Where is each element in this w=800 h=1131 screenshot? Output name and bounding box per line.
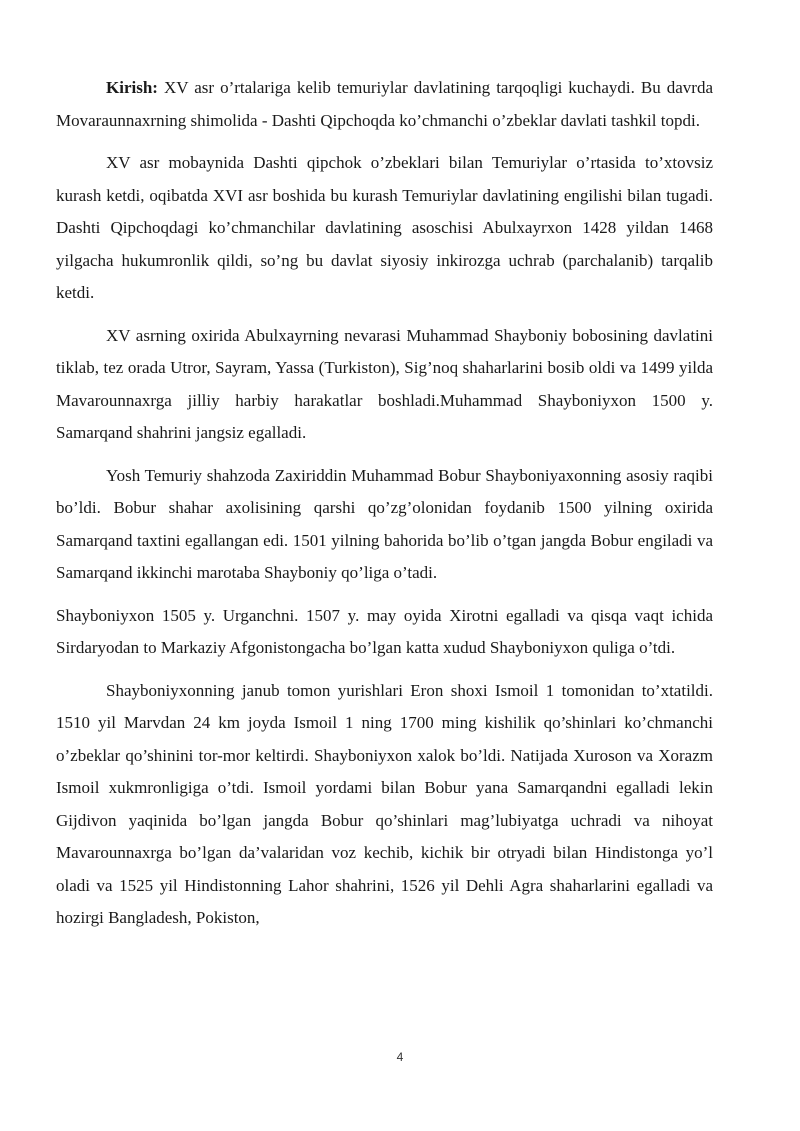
paragraph-text: XV asr o’rtalariga kelib temuriylar davlatining tarqoqligi kuchaydi. Bu davrda Movaraunnaxrning shimolida - Dashti Qipchoqda ko’chmanchi o’zbeklar davlati tashkil topdi.: [56, 78, 713, 130]
paragraph: Yosh Temuriy shahzoda Zaxiriddin Muhammad Bobur Shayboniyaxonning asosiy raqibi bo’ldi. Bobur shahar axolisining qarshi qo’zg’olonidan foydanib 1500 yilning oxirida Samarqand taxtini egallangan edi. 1501 yilning bahorida bo’lib o’tgan jangda Bobur engiladi va Samarqand ikkinchi marotaba Shayboniy qo’liga o’tadi.: [56, 465, 713, 582]
paragraph: Shayboniyxon 1505 y. Urganchni. 1507 y. may oyida Xirotni egalladi va qisqa vaqt ichida Sirdaryodan to Markaziy Afgonistongacha bo’lgan katta xudud Shayboniyxon quliga o’tdi.: [56, 605, 713, 657]
paragraph: XV asrning oxirida Abulxayrning nevarasi Muhammad Shayboniy bobosining davlatini tiklab, tez orada Utror, Sayram, Yassa (Turkiston), Sig’noq shaharlarini bosib oldi va 1499 yilda Mavarounnaxrga jilliy harbiy harakatlar boshladi.Muhammad Shayboniyxon 1500 y. Samarqand shahrini jangsiz egalladi.: [56, 325, 713, 442]
page-number: 4: [396, 1050, 404, 1064]
paragraph: Shayboniyxonning janub tomon yurishlari Eron shoxi Ismoil 1 tomonidan to’xtatildi. 1510 yil Marvdan 24 km joyda Ismoil 1 ning 1700 ming kishilik qo’shinlari ko’chmanchi o’zbeklar qo’shinini tor-mor keltirdi. Shayboniyxon xalok bo’ldi. Natijada Xuroson va Xorazm Ismoil xukmronligiga o’tdi. Ismoil yordami bilan Bobur yana Samarqandni egalladi lekin Gijdivon yaqinida bo’lgan jangda Bobur qo’shinlari mag’lubiyatga uchradi va nihoyat Mavarounnaxrga bo’lgan da’valaridan voz kechib, kichik bir otryadi bilan Hindistonga yo’l oladi va 1525 yil Hindistonning Lahor shahrini, 1526 yil Dehli Agra shaharlarini egalladi va hozirgi Bangladesh, Pokiston,: [56, 680, 713, 927]
paragraph-introduction: [56, 72, 713, 137]
introduction-heading: Kirish:: [106, 78, 158, 97]
document-body: [56, 72, 713, 935]
paragraph: XV asr mobaynida Dashti qipchok o’zbeklari bilan Temuriylar o’rtasida to’xtovsiz kurash ketdi, oqibatda XVI asr boshida bu kurash Temuriylar davlatining engilishi bilan tugadi. Dashti Qipchoqdagi ko’chmanchilar davlatining asoschisi Abulxayrxon 1428 yildan 1468 yilgacha hukumronlik qildi, so’ng bu davlat siyosiy inkirozga uchrab (parchalanib) tarqalib ketdi.: [56, 153, 713, 302]
